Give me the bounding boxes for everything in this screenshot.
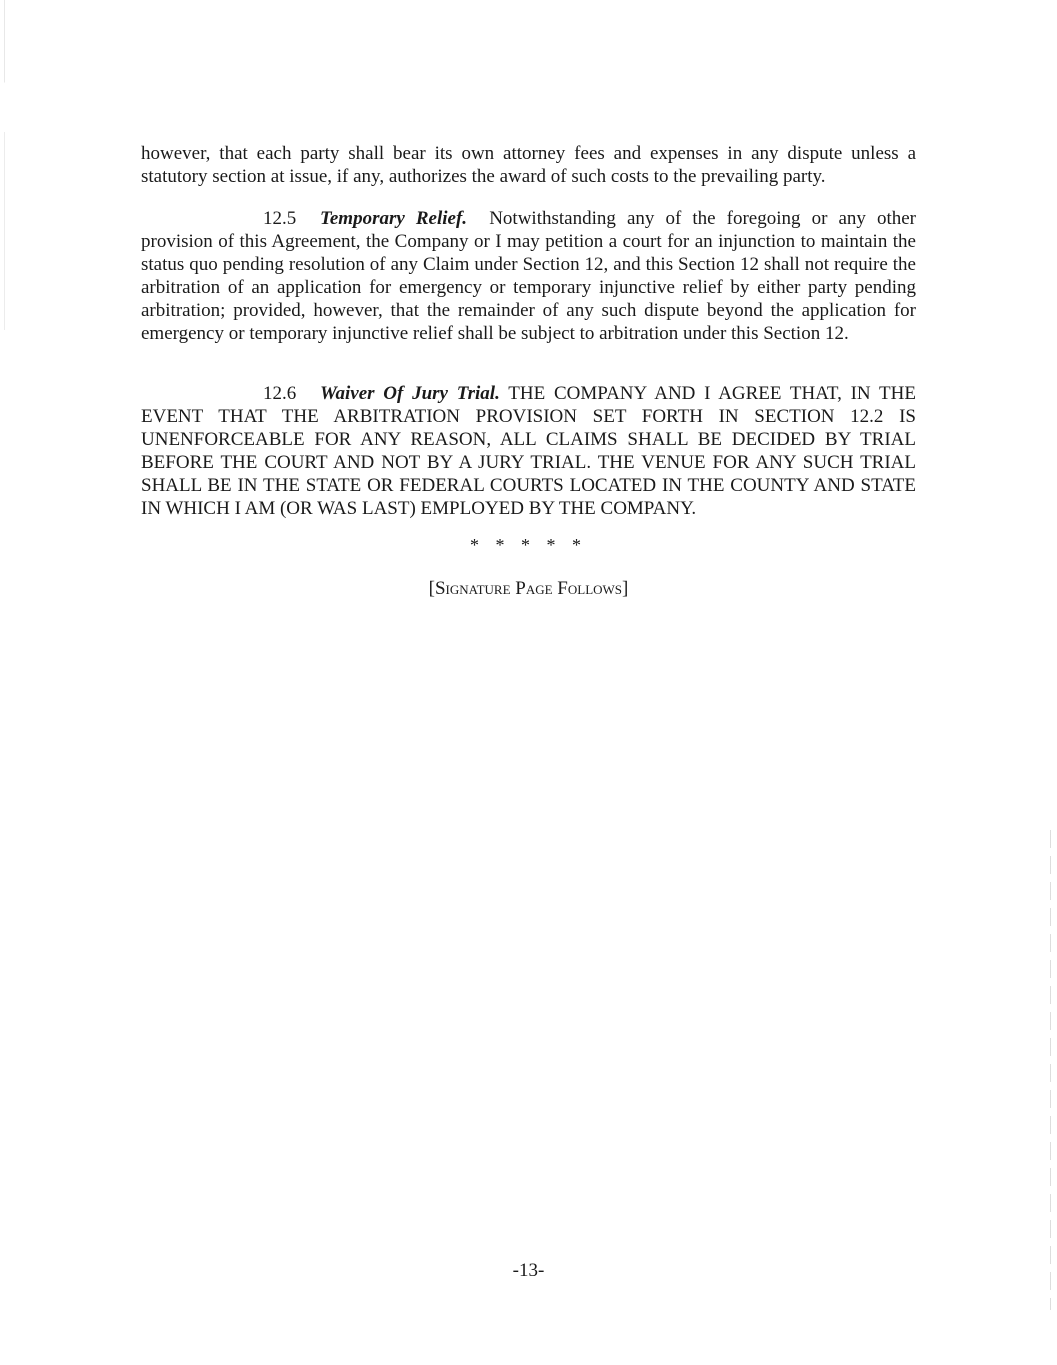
scan-edge-artifact	[4, 0, 5, 330]
signature-note-text: Signature Page Follows	[434, 578, 623, 599]
section-separator: * * * * *	[470, 535, 587, 555]
bracket-close: ]	[622, 578, 629, 599]
section-number: 12.6	[263, 383, 297, 404]
section-number: 12.5	[263, 208, 297, 229]
section-12-5-paragraph	[141, 207, 916, 345]
signature-page-note	[0, 578, 1057, 600]
section-heading: Waiver Of Jury Trial.	[320, 383, 500, 404]
bracket-open: [	[428, 578, 435, 599]
section-12-6-paragraph	[141, 382, 916, 520]
section-body: THE COMPANY AND I AGREE THAT, IN THE EVENT THAT THE ARBITRATION PROVISION SET FORTH IN SECTION 12.2 IS UNENFORCEABLE FOR ANY REASON, ALL CLAIMS SHALL BE DECIDED BY TRIAL BEFORE THE COURT AND NOT BY A JURY TRIAL. THE VENUE FOR ANY SUCH TRIAL SHALL BE IN THE STATE OR FEDERAL COURTS LOCATED IN THE COUNTY AND STATE IN WHICH I AM (OR WAS LAST) EMPLOYED BY THE COMPANY.	[141, 383, 916, 519]
continuation-paragraph: however, that each party shall bear its own attorney fees and expenses in any dispute unless a statutory section at issue, if any, authorizes the award of such costs to the prevailing party.	[141, 143, 916, 187]
section-heading: Temporary Relief.	[320, 208, 468, 229]
scan-edge-artifact	[1050, 830, 1051, 1310]
section-body: Notwithstanding any of the foregoing or any other provision of this Agreement, the Company or I may petition a court for an injunction to maintain the status quo pending resolution of any Claim under Section 12, and this Section 12 shall not require the arbitration of an application for emergency or temporary injunctive relief by either party pending arbitration; provided, however, that the remainder of any such dispute beyond the application for emergency or temporary injunctive relief shall be subject to arbitration under this Section 12.	[141, 208, 917, 344]
page-number: -13-	[512, 1260, 545, 1281]
